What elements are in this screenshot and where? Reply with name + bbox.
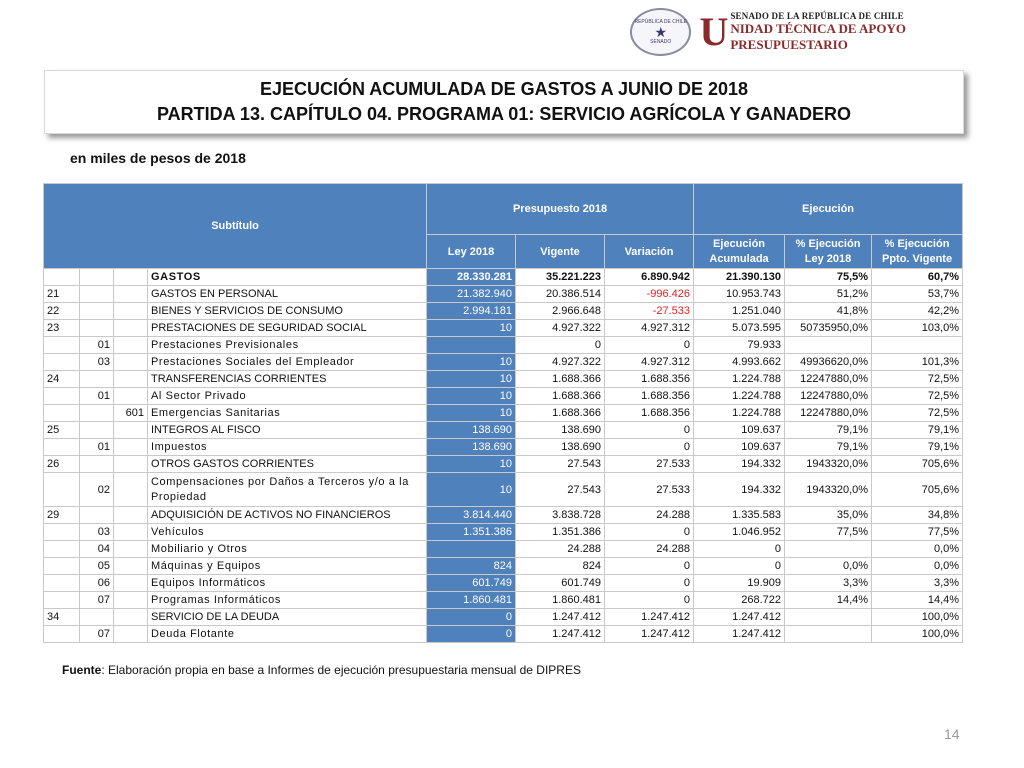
cell-ley: 10: [427, 354, 516, 371]
cell-pct-ley: 79,1%: [785, 439, 872, 456]
cell-denominacion: INTEGROS AL FISCO: [148, 422, 427, 439]
cell-pct-ley: 75,5%: [785, 269, 872, 286]
cell-variacion: 1.688.356: [605, 405, 694, 422]
cell-asignacion: [114, 541, 148, 558]
table-row: [44, 609, 963, 626]
cell-asignacion: [114, 439, 148, 456]
cell-ley: 1.351.386: [427, 524, 516, 541]
cell-vigente: 1.860.481: [516, 592, 605, 609]
cell-vigente: 27.543: [516, 456, 605, 473]
title-line-2: PARTIDA 13. CAPÍTULO 04. PROGRAMA 01: SERVICIO AGRÍCOLA Y GANADERO: [156, 104, 852, 124]
cell-pct-vigente: 705,6%: [872, 456, 963, 473]
header-ejecucion: Ejecución: [694, 184, 963, 235]
table-row: [44, 320, 963, 337]
cell-subtitulo: [44, 388, 80, 405]
cell-pct-ley: [785, 337, 872, 354]
cell-item: [80, 371, 114, 388]
cell-subtitulo: [44, 541, 80, 558]
cell-denominacion: BIENES Y SERVICIOS DE CONSUMO: [148, 303, 427, 320]
cell-vigente: 1.688.366: [516, 371, 605, 388]
cell-pct-ley: [785, 541, 872, 558]
cell-denominacion: Deuda Flotante: [148, 626, 427, 643]
cell-pct-vigente: 72,5%: [872, 371, 963, 388]
cell-item: 05: [80, 558, 114, 575]
cell-vigente: 4.927.322: [516, 320, 605, 337]
cell-ley: 3.814.440: [427, 507, 516, 524]
cell-pct-ley: 12247880,0%: [785, 371, 872, 388]
cell-pct-ley: 3,3%: [785, 575, 872, 592]
cell-item: [80, 269, 114, 286]
cell-item: 01: [80, 388, 114, 405]
cell-item: 03: [80, 354, 114, 371]
cell-asignacion: [114, 303, 148, 320]
cell-variacion: 27.533: [605, 456, 694, 473]
cell-item: 01: [80, 337, 114, 354]
cell-asignacion: [114, 456, 148, 473]
cell-variacion: 0: [605, 422, 694, 439]
cell-ejecucion: 109.637: [694, 439, 785, 456]
cell-pct-ley: 41,8%: [785, 303, 872, 320]
cell-vigente: 1.247.412: [516, 626, 605, 643]
cell-pct-vigente: 103,0%: [872, 320, 963, 337]
cell-denominacion: GASTOS EN PERSONAL: [148, 286, 427, 303]
cell-asignacion: [114, 507, 148, 524]
star-icon: ★: [654, 24, 667, 40]
cell-pct-ley: 49936620,0%: [785, 354, 872, 371]
cell-item: [80, 405, 114, 422]
cell-item: 01: [80, 439, 114, 456]
cell-asignacion: [114, 320, 148, 337]
cell-denominacion: Mobiliario y Otros: [148, 541, 427, 558]
cell-denominacion: Vehículos: [148, 524, 427, 541]
cell-asignacion: 601: [114, 405, 148, 422]
cell-asignacion: [114, 269, 148, 286]
table-row: [44, 422, 963, 439]
cell-pct-vigente: 101,3%: [872, 354, 963, 371]
cell-subtitulo: 23: [44, 320, 80, 337]
cell-denominacion: SERVICIO DE LA DEUDA: [148, 609, 427, 626]
cell-subtitulo: [44, 524, 80, 541]
table-row: [44, 286, 963, 303]
cell-denominacion: Compensaciones por Daños a Terceros y/o a la Propiedad: [148, 473, 427, 507]
cell-pct-vigente: 79,1%: [872, 422, 963, 439]
cell-ley: 2.994.181: [427, 303, 516, 320]
cell-variacion: 27.533: [605, 473, 694, 507]
cell-ejecucion: 109.637: [694, 422, 785, 439]
cell-denominacion: Máquinas y Equipos: [148, 558, 427, 575]
cell-ley: 10: [427, 456, 516, 473]
cell-ejecucion: 1.251.040: [694, 303, 785, 320]
cell-ejecucion: 19.909: [694, 575, 785, 592]
cell-variacion: 24.288: [605, 507, 694, 524]
cell-subtitulo: [44, 473, 80, 507]
cell-asignacion: [114, 354, 148, 371]
title-line-1: EJECUCIÓN ACUMULADA DE GASTOS A JUNIO DE 2018: [259, 79, 749, 99]
cell-asignacion: [114, 422, 148, 439]
header-pct-vig: % Ejecución Ppto. Vigente: [872, 235, 963, 269]
cell-denominacion: Impuestos: [148, 439, 427, 456]
cell-ejecucion: 21.390.130: [694, 269, 785, 286]
cell-variacion: 0: [605, 558, 694, 575]
cell-pct-vigente: 100,0%: [872, 609, 963, 626]
header-subtitulo: Subtítulo: [44, 184, 427, 269]
cell-item: 03: [80, 524, 114, 541]
cell-pct-ley: [785, 626, 872, 643]
cell-subtitulo: [44, 439, 80, 456]
cell-vigente: 138.690: [516, 439, 605, 456]
cell-subtitulo: [44, 405, 80, 422]
logo-line-1: SENADO DE LA REPÚBLICA DE CHILE: [730, 11, 904, 21]
cell-vigente: 1.688.366: [516, 405, 605, 422]
cell-pct-vigente: 14,4%: [872, 592, 963, 609]
cell-denominacion: Prestaciones Sociales del Empleador: [148, 354, 427, 371]
cell-subtitulo: 26: [44, 456, 80, 473]
cell-pct-vigente: 0,0%: [872, 558, 963, 575]
cell-asignacion: [114, 524, 148, 541]
cell-vigente: 0: [516, 337, 605, 354]
cell-variacion: 1.247.412: [605, 626, 694, 643]
cell-vigente: 1.351.386: [516, 524, 605, 541]
header-presupuesto: Presupuesto 2018: [427, 184, 694, 235]
table-row: [44, 456, 963, 473]
cell-pct-ley: 35,0%: [785, 507, 872, 524]
cell-pct-vigente: 42,2%: [872, 303, 963, 320]
cell-vigente: 24.288: [516, 541, 605, 558]
cell-pct-ley: 12247880,0%: [785, 405, 872, 422]
cell-ley: 10: [427, 473, 516, 507]
table-row: [44, 439, 963, 456]
cell-subtitulo: [44, 354, 80, 371]
cell-subtitulo: 34: [44, 609, 80, 626]
cell-subtitulo: 22: [44, 303, 80, 320]
table-row: [44, 337, 963, 354]
cell-item: [80, 320, 114, 337]
cell-subtitulo: [44, 269, 80, 286]
page-number: 14: [944, 726, 960, 742]
cell-ley: 10: [427, 320, 516, 337]
cell-pct-vigente: 100,0%: [872, 626, 963, 643]
cell-ejecucion: 194.332: [694, 473, 785, 507]
cell-item: [80, 286, 114, 303]
cell-vigente: 35.221.223: [516, 269, 605, 286]
cell-vigente: 824: [516, 558, 605, 575]
cell-denominacion: GASTOS: [148, 269, 427, 286]
cell-variacion: 4.927.312: [605, 320, 694, 337]
cell-item: [80, 303, 114, 320]
header-vigente: Vigente: [516, 235, 605, 269]
cell-variacion: -996.426: [605, 286, 694, 303]
cell-vigente: 20.386.514: [516, 286, 605, 303]
cell-denominacion: ADQUISICIÓN DE ACTIVOS NO FINANCIEROS: [148, 507, 427, 524]
cell-asignacion: [114, 558, 148, 575]
cell-pct-vigente: 34,8%: [872, 507, 963, 524]
table-row: [44, 541, 963, 558]
cell-item: [80, 507, 114, 524]
table-row: [44, 575, 963, 592]
cell-pct-vigente: 53,7%: [872, 286, 963, 303]
cell-vigente: 27.543: [516, 473, 605, 507]
cell-item: [80, 422, 114, 439]
cell-asignacion: [114, 337, 148, 354]
cell-vigente: 138.690: [516, 422, 605, 439]
cell-pct-ley: 79,1%: [785, 422, 872, 439]
cell-ejecucion: 1.247.412: [694, 609, 785, 626]
cell-variacion: 0: [605, 439, 694, 456]
cell-asignacion: [114, 473, 148, 507]
cell-pct-ley: 1943320,0%: [785, 473, 872, 507]
seal-top-text: REPÚBLICA DE CHILE: [634, 19, 687, 25]
cell-variacion: 1.247.412: [605, 609, 694, 626]
cell-vigente: 4.927.322: [516, 354, 605, 371]
table-row: [44, 626, 963, 643]
cell-ejecucion: 1.224.788: [694, 388, 785, 405]
cell-item: 02: [80, 473, 114, 507]
cell-ejecucion: 10.953.743: [694, 286, 785, 303]
cell-vigente: 3.838.728: [516, 507, 605, 524]
table-row: [44, 303, 963, 320]
cell-denominacion: OTROS GASTOS CORRIENTES: [148, 456, 427, 473]
logo-line-2: NIDAD TÉCNICA DE APOYO PRESUPUESTARIO: [730, 21, 906, 52]
cell-ley: 10: [427, 371, 516, 388]
cell-ejecucion: 1.247.412: [694, 626, 785, 643]
cell-pct-ley: 50735950,0%: [785, 320, 872, 337]
cell-item: 04: [80, 541, 114, 558]
table-row: [44, 269, 963, 286]
cell-pct-vigente: 79,1%: [872, 439, 963, 456]
cell-variacion: 4.927.312: [605, 354, 694, 371]
logo-initial: U: [699, 9, 729, 54]
cell-pct-ley: [785, 609, 872, 626]
table-row: [44, 592, 963, 609]
cell-ley: 138.690: [427, 439, 516, 456]
cell-pct-vigente: [872, 337, 963, 354]
cell-ejecucion: 194.332: [694, 456, 785, 473]
cell-ejecucion: 4.993.662: [694, 354, 785, 371]
header-ley: Ley 2018: [427, 235, 516, 269]
senate-seal: [630, 8, 691, 56]
cell-subtitulo: 21: [44, 286, 80, 303]
cell-pct-ley: 14,4%: [785, 592, 872, 609]
cell-denominacion: Programas Informáticos: [148, 592, 427, 609]
cell-ley: 28.330.281: [427, 269, 516, 286]
cell-vigente: 1.247.412: [516, 609, 605, 626]
cell-pct-ley: 77,5%: [785, 524, 872, 541]
senate-logo: [630, 8, 1024, 56]
cell-ley: 138.690: [427, 422, 516, 439]
header-pct-ley: % Ejecución Ley 2018: [785, 235, 872, 269]
header-variacion: Variación: [605, 235, 694, 269]
cell-subtitulo: [44, 337, 80, 354]
cell-ejecucion: 79.933: [694, 337, 785, 354]
slide-title: [44, 70, 964, 134]
cell-ejecucion: 1.046.952: [694, 524, 785, 541]
cell-subtitulo: [44, 592, 80, 609]
table-row: [44, 524, 963, 541]
cell-ejecucion: 1.335.583: [694, 507, 785, 524]
table-row: [44, 558, 963, 575]
cell-subtitulo: 29: [44, 507, 80, 524]
table-row: [44, 354, 963, 371]
cell-vigente: 2.966.648: [516, 303, 605, 320]
cell-item: 07: [80, 592, 114, 609]
cell-denominacion: TRANSFERENCIAS CORRIENTES: [148, 371, 427, 388]
unit-note: en miles de pesos de 2018: [70, 150, 246, 166]
cell-pct-vigente: 705,6%: [872, 473, 963, 507]
cell-ejecucion: 1.224.788: [694, 405, 785, 422]
cell-denominacion: PRESTACIONES DE SEGURIDAD SOCIAL: [148, 320, 427, 337]
cell-asignacion: [114, 626, 148, 643]
cell-asignacion: [114, 609, 148, 626]
cell-ejecucion: 5.073.595: [694, 320, 785, 337]
cell-pct-vigente: 0,0%: [872, 541, 963, 558]
cell-asignacion: [114, 286, 148, 303]
cell-pct-vigente: 3,3%: [872, 575, 963, 592]
cell-ley: 824: [427, 558, 516, 575]
cell-asignacion: [114, 371, 148, 388]
cell-ley: 0: [427, 626, 516, 643]
cell-variacion: -27.533: [605, 303, 694, 320]
cell-ley: 10: [427, 388, 516, 405]
cell-subtitulo: 25: [44, 422, 80, 439]
cell-subtitulo: [44, 626, 80, 643]
table-row: [44, 388, 963, 405]
table-row: [44, 371, 963, 388]
cell-item: [80, 456, 114, 473]
cell-variacion: 1.688.356: [605, 371, 694, 388]
table-body: [44, 269, 963, 643]
cell-pct-ley: 12247880,0%: [785, 388, 872, 405]
cell-ley: 10: [427, 405, 516, 422]
cell-ejecucion: 0: [694, 541, 785, 558]
cell-pct-vigente: 77,5%: [872, 524, 963, 541]
cell-subtitulo: [44, 558, 80, 575]
cell-asignacion: [114, 575, 148, 592]
source-label: Fuente: [62, 663, 102, 677]
cell-item: [80, 609, 114, 626]
cell-variacion: 0: [605, 524, 694, 541]
cell-variacion: 0: [605, 575, 694, 592]
cell-variacion: 6.890.942: [605, 269, 694, 286]
cell-denominacion: Prestaciones Previsionales: [148, 337, 427, 354]
cell-pct-ley: 0,0%: [785, 558, 872, 575]
table-row: [44, 473, 963, 507]
cell-ley: 601.749: [427, 575, 516, 592]
cell-pct-vigente: 60,7%: [872, 269, 963, 286]
cell-vigente: 1.688.366: [516, 388, 605, 405]
cell-variacion: 0: [605, 337, 694, 354]
cell-subtitulo: [44, 575, 80, 592]
cell-ley: 0: [427, 609, 516, 626]
budget-table: [43, 183, 963, 643]
cell-ley: 21.382.940: [427, 286, 516, 303]
seal-bottom-text: SENADO: [650, 39, 672, 45]
cell-variacion: 24.288: [605, 541, 694, 558]
cell-denominacion: Equipos Informáticos: [148, 575, 427, 592]
cell-ejecucion: 268.722: [694, 592, 785, 609]
cell-pct-ley: 1943320,0%: [785, 456, 872, 473]
cell-asignacion: [114, 592, 148, 609]
cell-pct-vigente: 72,5%: [872, 405, 963, 422]
header-ejec-acum: Ejecución Acumulada: [694, 235, 785, 269]
cell-denominacion: Emergencias Sanitarias: [148, 405, 427, 422]
cell-item: 06: [80, 575, 114, 592]
cell-asignacion: [114, 388, 148, 405]
source-text: : Elaboración propia en base a Informes de ejecución presupuestaria mensual de DIPRES: [101, 663, 581, 677]
cell-ley: [427, 541, 516, 558]
source-note: [62, 663, 581, 677]
cell-variacion: 1.688.356: [605, 388, 694, 405]
cell-ejecucion: 0: [694, 558, 785, 575]
cell-pct-ley: 51,2%: [785, 286, 872, 303]
cell-pct-vigente: 72,5%: [872, 388, 963, 405]
cell-item: 07: [80, 626, 114, 643]
cell-subtitulo: 24: [44, 371, 80, 388]
cell-denominacion: Al Sector Privado: [148, 388, 427, 405]
cell-ley: 1.860.481: [427, 592, 516, 609]
cell-variacion: 0: [605, 592, 694, 609]
cell-vigente: 601.749: [516, 575, 605, 592]
table-row: [44, 507, 963, 524]
table-row: [44, 405, 963, 422]
cell-ley: [427, 337, 516, 354]
cell-ejecucion: 1.224.788: [694, 371, 785, 388]
